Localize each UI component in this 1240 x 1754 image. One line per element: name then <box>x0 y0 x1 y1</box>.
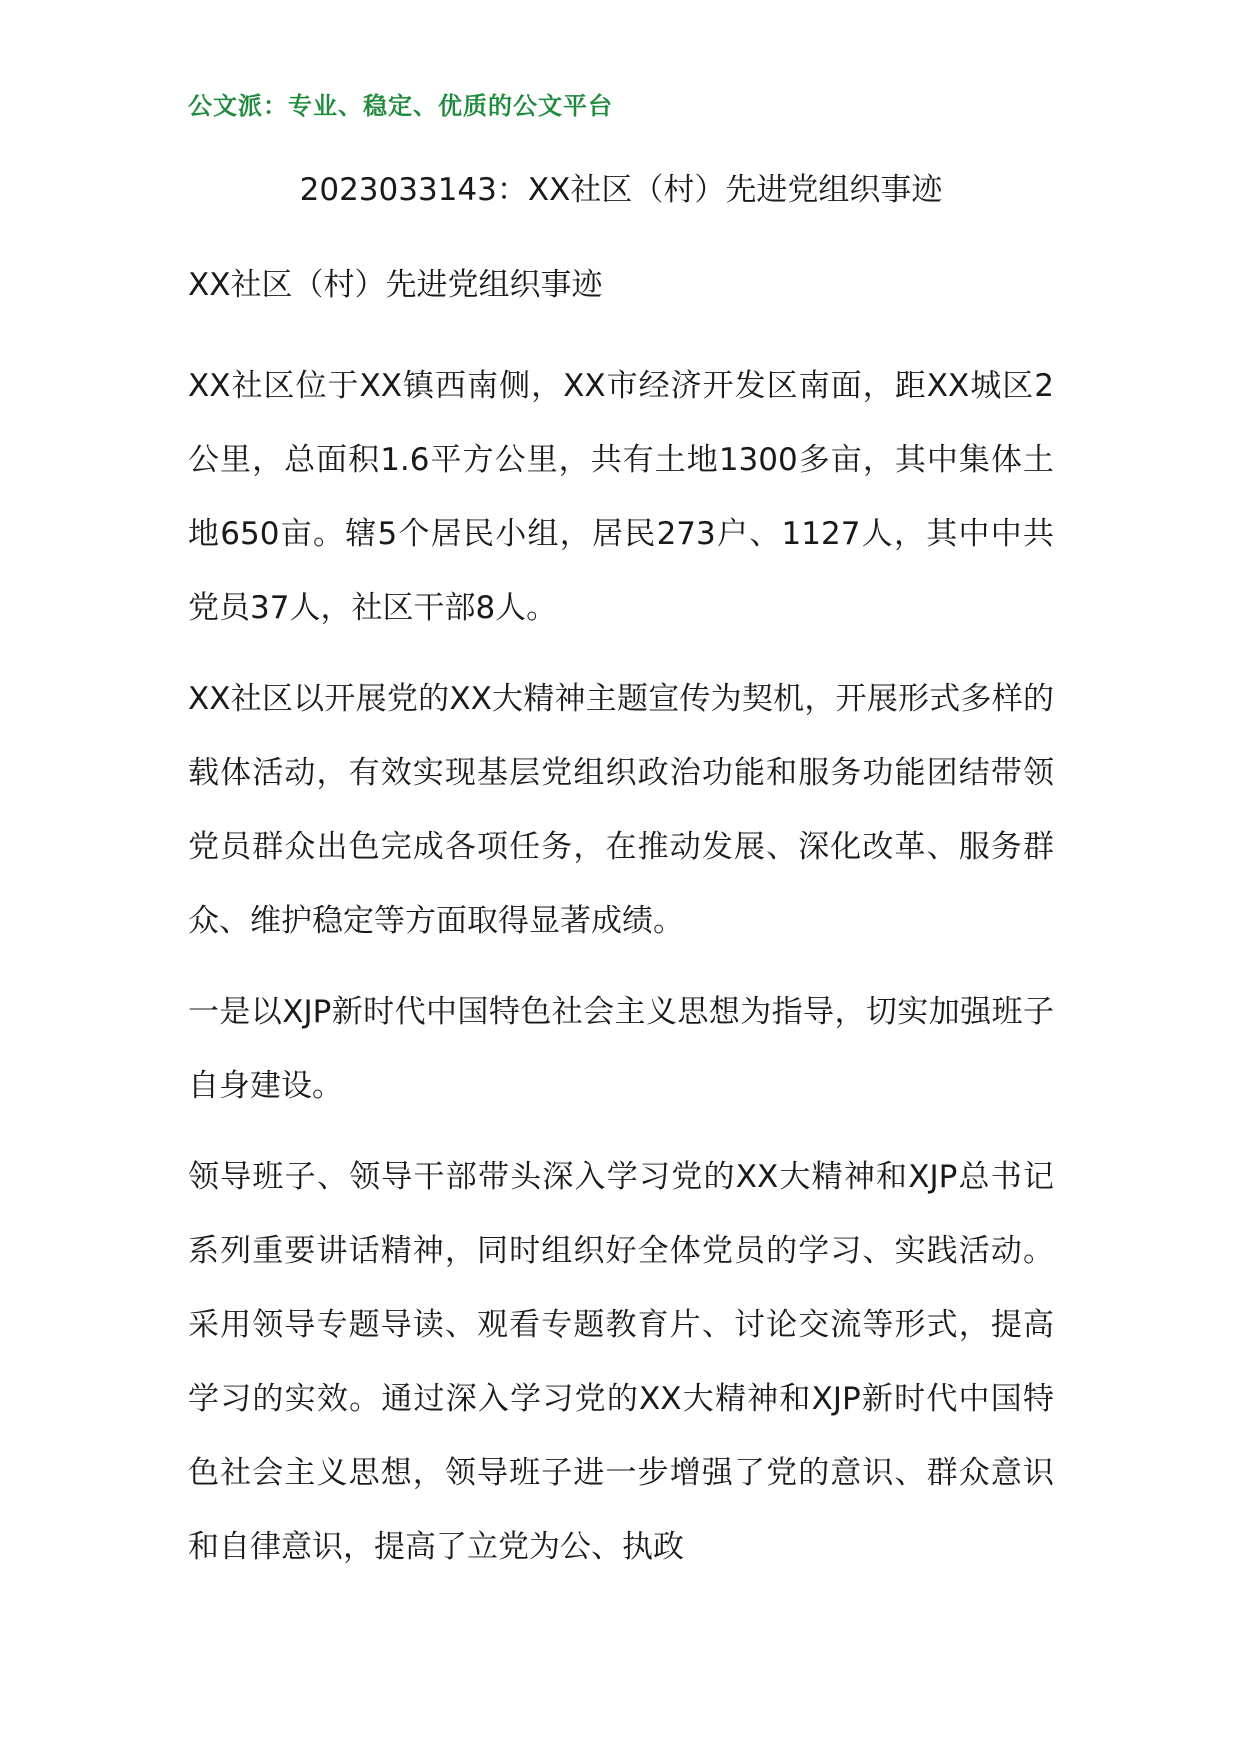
body-paragraph: XX社区位于XX镇西南侧，XX市经济开发区南面，距XX城区2公里，总面积1.6平方公里，共有土地1300多亩，其中集体土地650亩。辖5个居民小组，居民273户、1127人，其中中共党员37人，社区干部8人。 <box>188 368 1054 626</box>
body-paragraph: 一是以XJP新时代中国特色社会主义思想为指导，切实加强班子自身建设。 <box>188 994 1054 1104</box>
body-paragraph: 领导班子、领导干部带头深入学习党的XX大精神和XJP总书记系列重要讲话精神，同时组织好全体党员的学习、实践活动。采用领导专题导读、观看专题教育片、讨论交流等形式，提高学习的实效。通过深入学习党的XX大精神和XJP新时代中国特色社会主义思想，领导班子进一步增强了党的意识、群众意识和自律意识，提高了立党为公、执政 <box>188 1159 1054 1565</box>
body-paragraph: XX社区以开展党的XX大精神主题宣传为契机，开展形式多样的载体活动，有效实现基层党组织政治功能和服务功能团结带领党员群众出色完成各项任务，在推动发展、深化改革、服务群众、维护稳定等方面取得显著成绩。 <box>188 681 1054 939</box>
header-brand: 公文派：专业、稳定、优质的公文平台 <box>188 92 613 120</box>
document-subtitle: XX社区（村）先进党组织事迹 <box>188 267 603 303</box>
document-title: 2023033143：XX社区（村）先进党组织事迹 <box>299 172 943 208</box>
